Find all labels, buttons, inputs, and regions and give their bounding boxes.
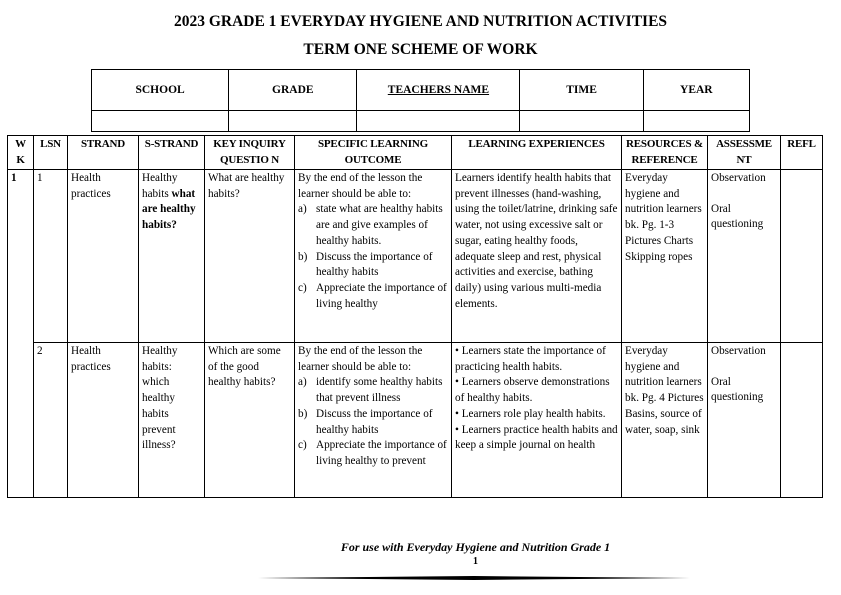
slo-item — [298, 407, 448, 438]
lesson-cell: 2 — [34, 343, 68, 498]
experience-item: • Learners role play health habits. — [455, 407, 606, 420]
slo-cell — [295, 343, 452, 498]
col-assessment: ASSESSME NT — [708, 136, 781, 170]
school-label: SCHOOL — [92, 70, 229, 111]
resources-cell: Everyday hygiene and nutrition learners bk. Pg. 4 Pictures Basins, source of water, soap, sink — [622, 343, 708, 498]
experience-item: • Learners state the importance of practicing health habits. — [455, 345, 606, 373]
assessment-method: Oral questioning — [711, 202, 764, 231]
teachers-name-value-cell[interactable] — [357, 111, 520, 132]
time-value-cell[interactable] — [520, 111, 643, 132]
slo-marker: b) — [298, 250, 308, 263]
scheme-of-work-table — [7, 135, 823, 498]
year-value-cell[interactable] — [643, 111, 749, 132]
col-sub-strand: S-STRAND — [139, 136, 205, 170]
year-label: YEAR — [643, 70, 749, 111]
key-inquiry-cell: What are healthy habits? — [205, 170, 295, 343]
col-wk: W K — [8, 136, 34, 170]
experience-item: • Learners observe demonstrations of healthy habits. — [455, 376, 610, 405]
grade-label: GRADE — [229, 70, 357, 111]
slo-marker: c) — [298, 439, 307, 452]
col-lsn: LSN — [34, 136, 68, 170]
table-row — [8, 343, 823, 498]
assessment-cell — [708, 343, 781, 498]
col-reflection: REFL — [781, 136, 823, 170]
slo-marker: c) — [298, 281, 307, 294]
col-strand: STRAND — [68, 136, 139, 170]
assessment-method: Oral questioning — [711, 375, 764, 404]
grade-value-cell[interactable] — [229, 111, 357, 132]
col-slo: SPECIFIC LEARNING OUTCOME — [295, 136, 452, 170]
slo-list — [298, 202, 448, 312]
sub-strand-text: Healthy habits — [142, 172, 178, 200]
key-inquiry-cell: Which are some of the good healthy habits? — [205, 343, 295, 498]
slo-text: Discuss the importance of healthy habits — [316, 250, 433, 279]
slo-item — [298, 438, 448, 469]
slo-item — [298, 281, 448, 312]
page-number: 1 — [473, 556, 478, 567]
slo-item — [298, 250, 448, 281]
slo-text: identify some healthy habits that prevent illness — [316, 376, 443, 405]
slo-cell — [295, 170, 452, 343]
col-resources: RESOURCES & REFERENCE — [622, 136, 708, 170]
teachers-name-label — [357, 70, 520, 111]
teachers-name-text: TEACHERS NAME — [387, 84, 490, 96]
strand-cell: Health practices — [68, 343, 139, 498]
slo-item — [298, 202, 448, 249]
experiences-cell: Learners identify health habits that prevent illnesses (hand-washing, using the toilet/latrine, drinking safe water, not using excessive salt or sugar, eating healthy foods, adequate sleep and rest, physical activities and exercise, bathing daily) using various multi-media elements. — [452, 170, 622, 343]
assessment-cell — [708, 170, 781, 343]
document-title: 2023 GRADE 1 EVERYDAY HYGIENE AND NUTRITION ACTIVITIES — [173, 13, 668, 30]
resources-cell: Everyday hygiene and nutrition learners bk. Pg. 1-3 Pictures Charts Skipping ropes — [622, 170, 708, 343]
reflection-cell[interactable] — [781, 170, 823, 343]
strand-cell: Health practices — [68, 170, 139, 343]
footer-rule — [258, 576, 690, 580]
table-header-row — [8, 136, 823, 170]
slo-item — [298, 375, 448, 406]
reflection-cell[interactable] — [781, 343, 823, 498]
document-subtitle: TERM ONE SCHEME OF WORK — [303, 41, 538, 58]
week-cell: 1 — [8, 170, 34, 498]
lesson-cell: 1 — [34, 170, 68, 343]
assessment-method: Observation — [711, 345, 766, 357]
col-experiences: LEARNING EXPERIENCES — [452, 136, 622, 170]
table-row — [8, 170, 823, 343]
slo-list — [298, 375, 448, 469]
slo-text: Appreciate the importance of living healthy to prevent — [316, 439, 447, 467]
slo-marker: a) — [298, 376, 307, 389]
slo-text: state what are healthy habits are and give examples of healthy habits. — [316, 203, 443, 247]
experiences-cell — [452, 343, 622, 498]
assessment-method: Observation — [711, 172, 766, 184]
slo-text: Discuss the importance of healthy habits — [316, 407, 433, 436]
slo-marker: b) — [298, 407, 308, 420]
footer-note: For use with Everyday Hygiene and Nutrition Grade 1 — [340, 540, 611, 554]
slo-text: Appreciate the importance of living healthy — [316, 281, 447, 310]
col-key-inquiry: KEY INQUIRY QUESTIO N — [205, 136, 295, 170]
sub-strand-question: what are healthy habits? — [142, 187, 196, 232]
experience-item: • Learners practice health habits and keep a simple journal on health — [455, 423, 618, 452]
slo-intro: By the end of the lesson the learner should be able to: — [298, 345, 423, 373]
slo-intro: By the end of the lesson the learner should be able to: — [298, 172, 423, 200]
school-value-cell[interactable] — [92, 111, 229, 132]
sub-strand-cell: Healthy habits: which healthy habits prevent illness? — [139, 343, 205, 498]
slo-marker: a) — [298, 203, 307, 216]
sub-strand-cell — [139, 170, 205, 343]
time-label: TIME — [520, 70, 643, 111]
header-info-table — [91, 69, 750, 132]
